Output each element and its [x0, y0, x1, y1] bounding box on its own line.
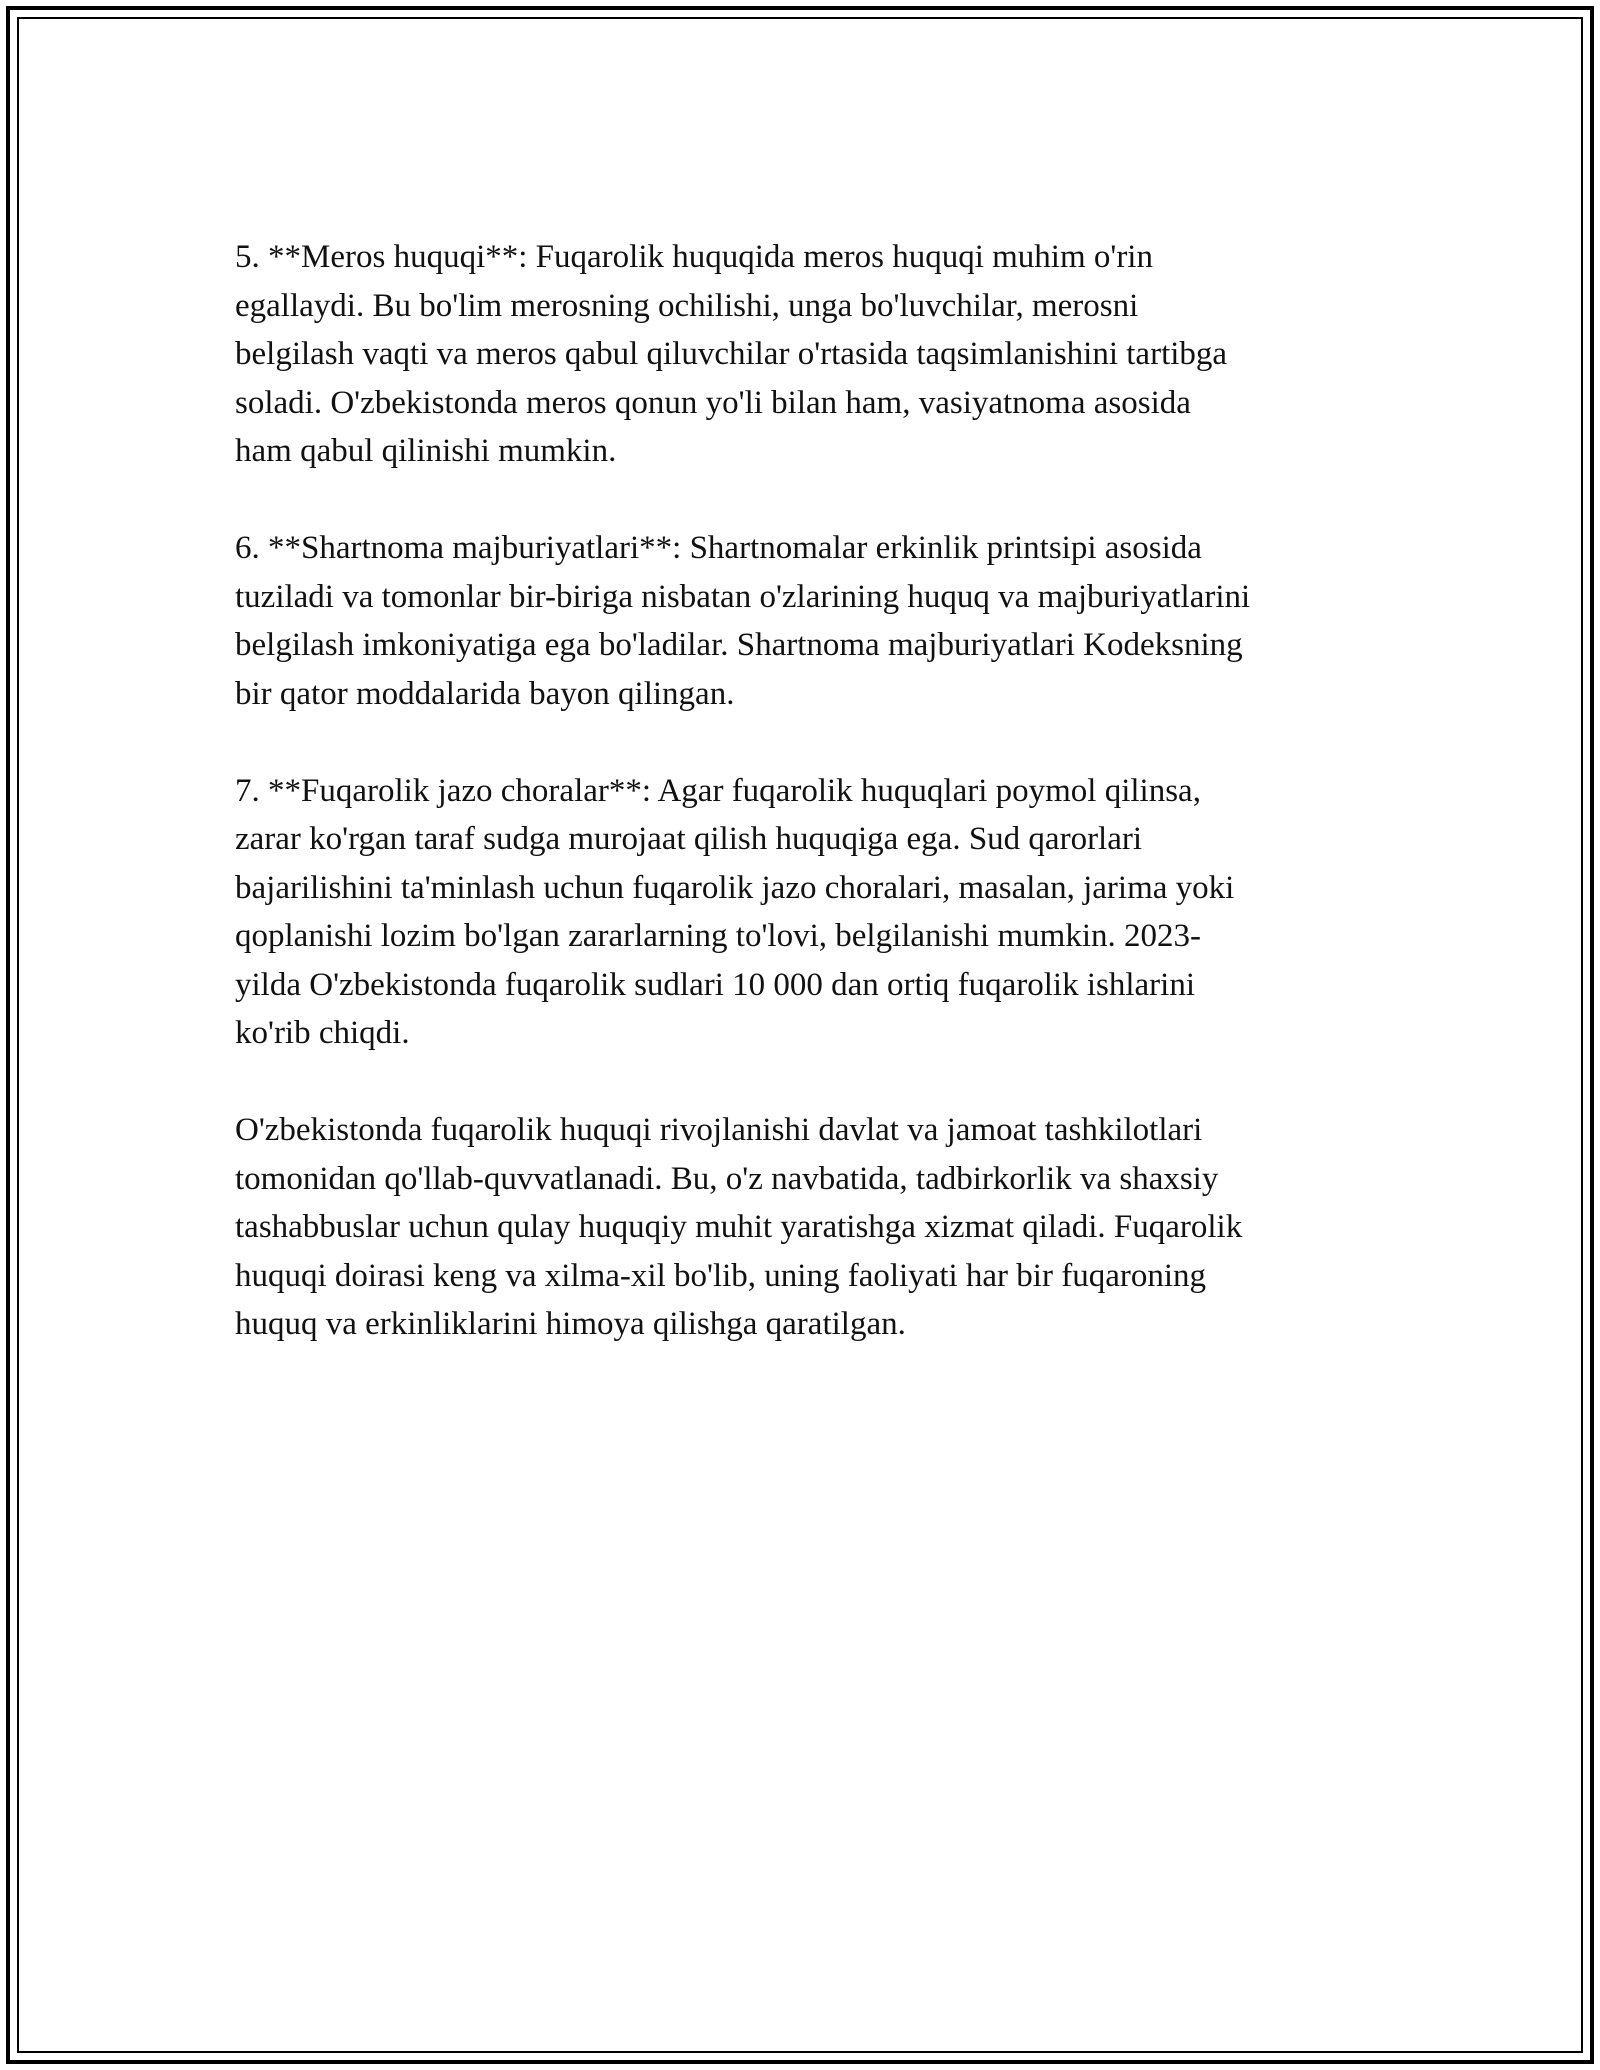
text-line: yilda O'zbekistonda fuqarolik sudlari 10 000 dan ortiq fuqarolik ishlarini	[235, 966, 1195, 1003]
text-line: O'zbekistonda fuqarolik huquqi rivojlanishi davlat va jamoat tashkilotlari	[235, 1112, 1203, 1148]
paragraph-fuqarolik-jazo-choralar	[235, 767, 1385, 1058]
text-line: tuziladi va tomonlar bir-biriga nisbatan o'zlarining huquq va majburiyatlarini	[235, 578, 1251, 615]
text-line: belgilash vaqti va meros qabul qiluvchilar o'rtasida taqsimlanishini tartibga	[235, 336, 1228, 372]
text-line: ham qabul qilinishi mumkin.	[235, 433, 617, 469]
text-line: tashabbuslar uchun qulay huquqiy muhit yaratishga xizmat qiladi. Fuqarolik	[235, 1209, 1243, 1245]
text-line: huquq va erkinliklarini himoya qilishga qaratilgan.	[235, 1306, 906, 1342]
text-line: qoplanishi lozim bo'lgan zararlarning to'lovi, belgilanishi mumkin. 2023-	[235, 918, 1201, 954]
text-line: 7. **Fuqarolik jazo choralar**: Agar fuqarolik huquqlari poymol qilinsa,	[235, 772, 1201, 809]
text-line: soladi. O'zbekistonda meros qonun yo'li bilan ham, vasiyatnoma asosida	[235, 384, 1191, 421]
text-line: bir qator moddalarida bayon qilingan.	[235, 675, 735, 712]
paragraph-conclusion	[235, 1106, 1385, 1349]
text-line: belgilash imkoniyatiga ega bo'ladilar. Shartnoma majburiyatlari Kodeksning	[235, 627, 1243, 663]
text-line: 5. **Meros huquqi**: Fuqarolik huquqida meros huquqi muhim o'rin	[235, 239, 1153, 275]
document-body	[235, 233, 1385, 1397]
text-line: tomonidan qo'llab-quvvatlanadi. Bu, o'z navbatida, tadbirkorlik va shaxsiy	[235, 1160, 1219, 1197]
text-line: 6. **Shartnoma majburiyatlari**: Shartnomalar erkinlik printsipi asosida	[235, 530, 1202, 566]
text-line: huquqi doirasi keng va xilma-xil bo'lib, uning faoliyati har bir fuqaroning	[235, 1257, 1207, 1294]
text-line: bajarilishini ta'minlash uchun fuqarolik jazo choralari, masalan, jarima yoki	[235, 869, 1235, 906]
text-line: egallaydi. Bu bo'lim merosning ochilishi, unga bo'luvchilar, merosni	[235, 287, 1139, 324]
paragraph-shartnoma-majburiyatlari	[235, 524, 1385, 718]
paragraph-meros-huquqi	[235, 233, 1385, 476]
text-line: zarar ko'rgan taraf sudga murojaat qilish huquqiga ega. Sud qarorlari	[235, 821, 1143, 857]
text-line: ko'rib chiqdi.	[235, 1015, 410, 1051]
